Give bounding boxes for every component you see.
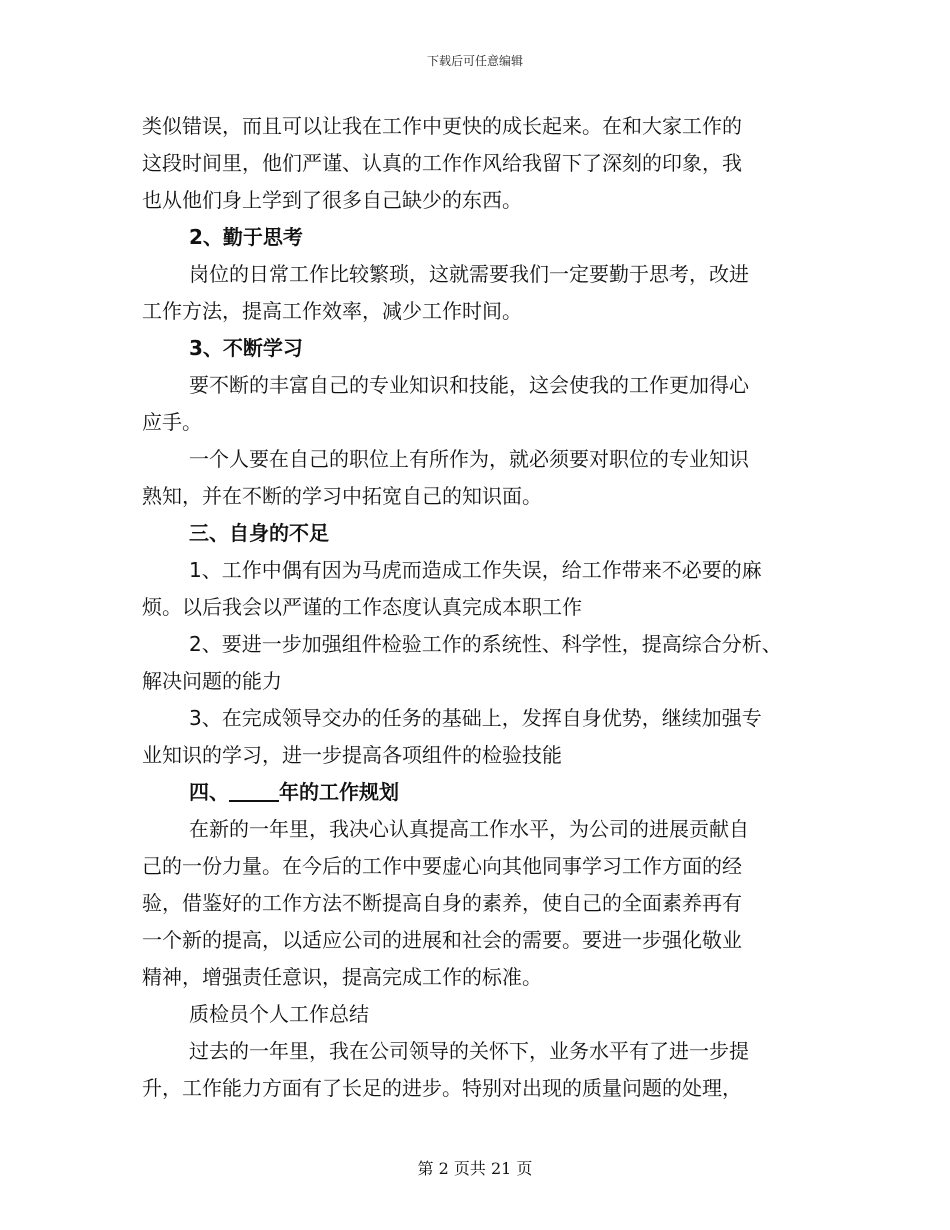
- section-heading: 三、自身的不足: [189, 521, 329, 545]
- paragraph-line: 2、要进一步加强组件检验工作的系统性、科学性，提高综合分析、: [189, 632, 782, 656]
- heading-suffix: 年的工作规划: [279, 780, 399, 804]
- paragraph-line: 解决问题的能力: [142, 669, 282, 693]
- paragraph-line: 要不断的丰富自己的专业知识和技能，这会使我的工作更加得心: [189, 373, 749, 397]
- page-header: 下载后可任意编辑: [426, 54, 523, 68]
- section-heading: [189, 779, 879, 805]
- page-footer: 第 2 页共 21 页: [417, 1159, 533, 1178]
- paragraph-line: 业知识的学习，进一步提高各项组件的检验技能: [142, 743, 562, 767]
- paragraph-line: 精神，增强责任意识，提高完成工作的标准。: [142, 965, 542, 989]
- paragraph-line: 工作方法，提高工作效率，减少工作时间。: [142, 299, 522, 323]
- paragraph-line: 过去的一年里，我在公司领导的关怀下，业务水平有了进一步提: [189, 1039, 749, 1063]
- section-heading: 2、勤于思考: [189, 225, 303, 249]
- paragraph-line: 验，借鉴好的工作方法不断提高自身的素养，使自己的全面素养再有: [142, 891, 742, 915]
- paragraph-line: 在新的一年里，我决心认真提高工作水平，为公司的进展贡献自: [189, 817, 749, 841]
- paragraph-line: 己的一份力量。在今后的工作中要虚心向其他同事学习工作方面的经: [142, 854, 742, 878]
- paragraph-line: 应手。: [142, 410, 202, 434]
- paragraph-line: 这段时间里，他们严谨、认真的工作作风给我留下了深刻的印象，我: [142, 151, 742, 175]
- paragraph-line: 熟知，并在不断的学习中拓宽自己的知识面。: [142, 484, 542, 508]
- heading-prefix: 四、: [189, 780, 229, 804]
- paragraph-line: 烦。以后我会以严谨的工作态度认真完成本职工作: [142, 595, 582, 619]
- paragraph-line: 一个新的提高，以适应公司的进展和社会的需要。要进一步强化敬业: [142, 928, 742, 952]
- document-title-line: 质检员个人工作总结: [189, 1002, 369, 1026]
- section-heading: 3、不断学习: [189, 336, 303, 360]
- paragraph-line: 也从他们身上学到了很多自己缺少的东西。: [142, 188, 522, 212]
- paragraph-line: 3、在完成领导交办的任务的基础上，发挥自身优势，继续加强专: [189, 706, 762, 730]
- paragraph-line: 升，工作能力方面有了长足的进步。特别对出现的质量问题的处理，: [142, 1076, 742, 1100]
- paragraph-line: 类似错误，而且可以让我在工作中更快的成长起来。在和大家工作的: [142, 114, 742, 138]
- blank-underline: [229, 780, 279, 802]
- paragraph-line: 一个人要在自己的职位上有所作为，就必须要对职位的专业知识: [189, 447, 749, 471]
- paragraph-line: 1、工作中偶有因为马虎而造成工作失误，给工作带来不必要的麻: [189, 558, 762, 582]
- paragraph-line: 岗位的日常工作比较繁琐，这就需要我们一定要勤于思考，改进: [189, 262, 749, 286]
